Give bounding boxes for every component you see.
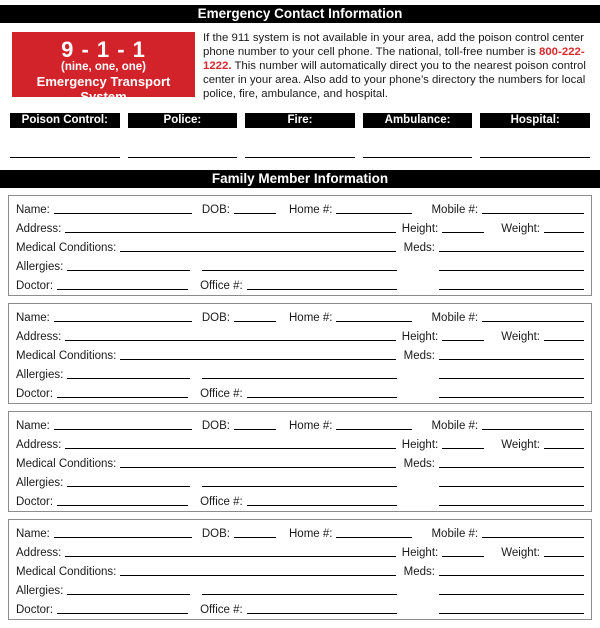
- weight-write-line: [544, 340, 584, 341]
- mobile-phone-label: Mobile #:: [431, 528, 479, 540]
- name-write-line: [54, 537, 192, 538]
- family-member-box: [8, 303, 592, 404]
- name-write-line: [54, 213, 192, 214]
- name-label: Name:: [16, 204, 50, 216]
- weight-label: Weight:: [501, 439, 540, 451]
- medical-conditions-label: Medical Conditions:: [16, 458, 117, 470]
- ambulance-write-line: [363, 157, 473, 158]
- home-phone-label: Home #:: [289, 528, 333, 540]
- dob-label: DOB:: [201, 420, 230, 432]
- section-header-emergency-contact: Emergency Contact Information: [0, 5, 600, 23]
- contact-label-poison-control: Poison Control:: [10, 113, 120, 128]
- member-row-name: [16, 522, 584, 541]
- weight-write-line: [544, 232, 584, 233]
- mobile-phone-label: Mobile #:: [431, 312, 479, 324]
- height-write-line: [442, 340, 484, 341]
- contact-label-fire: Fire:: [245, 113, 355, 128]
- doctor-write-line: [57, 289, 188, 290]
- member-row-allergies: [16, 471, 584, 490]
- office-phone-write-line: [247, 289, 397, 290]
- meds-label: Meds:: [403, 242, 435, 254]
- section-header-family-member: Family Member Information: [0, 170, 600, 188]
- member-row-doctor: [16, 490, 584, 509]
- allergies-label: Allergies:: [16, 369, 64, 381]
- meds-write-line: [439, 467, 584, 468]
- weight-label: Weight:: [501, 223, 540, 235]
- height-label: Height:: [401, 331, 439, 343]
- office-phone-write-line: [247, 613, 397, 614]
- allergies-label: Allergies:: [16, 261, 64, 273]
- meds-extra-write-line-2: [439, 397, 584, 398]
- allergies-extra-write-line: [202, 486, 397, 487]
- member-row-doctor: [16, 382, 584, 401]
- contact-label-hospital: Hospital:: [480, 113, 590, 128]
- allergies-write-line: [67, 378, 190, 379]
- fire-write-line: [245, 157, 355, 158]
- contact-write-lines-row: [10, 157, 590, 158]
- member-row-allergies: [16, 255, 584, 274]
- 911-number: 9 - 1 - 1: [61, 37, 146, 62]
- height-write-line: [442, 556, 484, 557]
- family-member-box: [8, 411, 592, 512]
- intro-text-after: This number will automatically direct you to the nearest poison control center in your area. Also add to your phone’s directory the numbers for local police, fire, ambulance, and hospital.: [203, 59, 586, 100]
- meds-label: Meds:: [403, 566, 435, 578]
- contact-labels-row: [10, 113, 590, 128]
- medical-conditions-label: Medical Conditions:: [16, 242, 117, 254]
- address-label: Address:: [16, 331, 62, 343]
- home-phone-label: Home #:: [289, 204, 333, 216]
- allergies-label: Allergies:: [16, 585, 64, 597]
- home-phone-write-line: [336, 537, 412, 538]
- member-row-doctor: [16, 598, 584, 617]
- allergies-write-line: [67, 270, 190, 271]
- weight-write-line: [544, 556, 584, 557]
- meds-write-line: [439, 251, 584, 252]
- doctor-label: Doctor:: [16, 388, 54, 400]
- doctor-label: Doctor:: [16, 280, 54, 292]
- address-label: Address:: [16, 439, 62, 451]
- member-row-address: [16, 217, 584, 236]
- member-row-name: [16, 414, 584, 433]
- mobile-phone-write-line: [482, 321, 584, 322]
- meds-extra-write-line-1: [439, 378, 584, 379]
- dob-write-line: [234, 537, 276, 538]
- address-write-line: [65, 556, 395, 557]
- weight-label: Weight:: [501, 547, 540, 559]
- meds-write-line: [439, 575, 584, 576]
- height-write-line: [442, 232, 484, 233]
- address-write-line: [65, 340, 395, 341]
- 911-words: (nine, one, one): [61, 61, 146, 73]
- allergies-write-line: [67, 486, 190, 487]
- 911-panel: [12, 32, 195, 104]
- meds-label: Meds:: [403, 458, 435, 470]
- allergies-label: Allergies:: [16, 477, 64, 489]
- intro-text-before: If the 911 system is not available in your area, add the poison control center phone number to your cell phone. The national, toll-free number is: [203, 32, 584, 58]
- top-section: [12, 32, 596, 104]
- medical-conditions-write-line: [120, 251, 395, 252]
- member-row-allergies: [16, 363, 584, 382]
- meds-extra-write-line-1: [439, 594, 584, 595]
- doctor-label: Doctor:: [16, 604, 54, 616]
- mobile-phone-write-line: [482, 213, 584, 214]
- dob-write-line: [234, 321, 276, 322]
- name-write-line: [54, 321, 192, 322]
- hospital-write-line: [480, 157, 590, 158]
- home-phone-label: Home #:: [289, 420, 333, 432]
- contact-label-ambulance: Ambulance:: [363, 113, 473, 128]
- home-phone-write-line: [336, 213, 412, 214]
- doctor-label: Doctor:: [16, 496, 54, 508]
- allergies-extra-write-line: [202, 594, 397, 595]
- weight-label: Weight:: [501, 331, 540, 343]
- name-label: Name:: [16, 528, 50, 540]
- address-label: Address:: [16, 223, 62, 235]
- dob-label: DOB:: [201, 528, 230, 540]
- member-row-medical: [16, 236, 584, 255]
- mobile-phone-write-line: [482, 537, 584, 538]
- name-label: Name:: [16, 420, 50, 432]
- family-member-box: [8, 195, 592, 296]
- dob-write-line: [234, 429, 276, 430]
- height-label: Height:: [401, 223, 439, 235]
- dob-label: DOB:: [201, 312, 230, 324]
- meds-extra-write-line-2: [439, 289, 584, 290]
- member-row-name: [16, 198, 584, 217]
- meds-extra-write-line-1: [439, 486, 584, 487]
- office-phone-write-line: [247, 397, 397, 398]
- medical-conditions-write-line: [120, 359, 395, 360]
- mobile-phone-write-line: [482, 429, 584, 430]
- dob-label: DOB:: [201, 204, 230, 216]
- mobile-phone-label: Mobile #:: [431, 204, 479, 216]
- medical-conditions-label: Medical Conditions:: [16, 566, 117, 578]
- allergies-extra-write-line: [202, 270, 397, 271]
- address-write-line: [65, 448, 395, 449]
- poison-control-phone-number: 800-222-1222.: [203, 45, 585, 72]
- office-phone-label: Office #:: [200, 604, 243, 616]
- height-label: Height:: [401, 439, 439, 451]
- member-row-address: [16, 325, 584, 344]
- address-label: Address:: [16, 547, 62, 559]
- member-row-allergies: [16, 579, 584, 598]
- meds-write-line: [439, 359, 584, 360]
- meds-extra-write-line-1: [439, 270, 584, 271]
- dob-write-line: [234, 213, 276, 214]
- home-phone-label: Home #:: [289, 312, 333, 324]
- member-row-medical: [16, 452, 584, 471]
- office-phone-label: Office #:: [200, 496, 243, 508]
- name-label: Name:: [16, 312, 50, 324]
- meds-extra-write-line-2: [439, 505, 584, 506]
- name-write-line: [54, 429, 192, 430]
- address-write-line: [65, 232, 395, 233]
- mobile-phone-label: Mobile #:: [431, 420, 479, 432]
- doctor-write-line: [57, 613, 188, 614]
- medical-conditions-write-line: [120, 575, 395, 576]
- intro-paragraph: [203, 32, 596, 100]
- poison-control-write-line: [10, 157, 120, 158]
- member-row-name: [16, 306, 584, 325]
- member-row-doctor: [16, 274, 584, 293]
- member-row-medical: [16, 344, 584, 363]
- allergies-write-line: [67, 594, 190, 595]
- height-write-line: [442, 448, 484, 449]
- medical-conditions-write-line: [120, 467, 395, 468]
- weight-write-line: [544, 448, 584, 449]
- home-phone-write-line: [336, 321, 412, 322]
- 911-system-label: Emergency Transport System: [36, 74, 171, 104]
- meds-extra-write-line-2: [439, 613, 584, 614]
- height-label: Height:: [401, 547, 439, 559]
- contact-label-police: Police:: [128, 113, 238, 128]
- medical-conditions-label: Medical Conditions:: [16, 350, 117, 362]
- allergies-extra-write-line: [202, 378, 397, 379]
- family-member-box: [8, 519, 592, 620]
- office-phone-label: Office #:: [200, 280, 243, 292]
- police-write-line: [128, 157, 238, 158]
- meds-label: Meds:: [403, 350, 435, 362]
- member-row-address: [16, 541, 584, 560]
- family-members-list: [0, 195, 600, 620]
- member-row-address: [16, 433, 584, 452]
- emergency-form-page: [0, 5, 600, 620]
- member-row-medical: [16, 560, 584, 579]
- office-phone-label: Office #:: [200, 388, 243, 400]
- home-phone-write-line: [336, 429, 412, 430]
- doctor-write-line: [57, 505, 188, 506]
- doctor-write-line: [57, 397, 188, 398]
- office-phone-write-line: [247, 505, 397, 506]
